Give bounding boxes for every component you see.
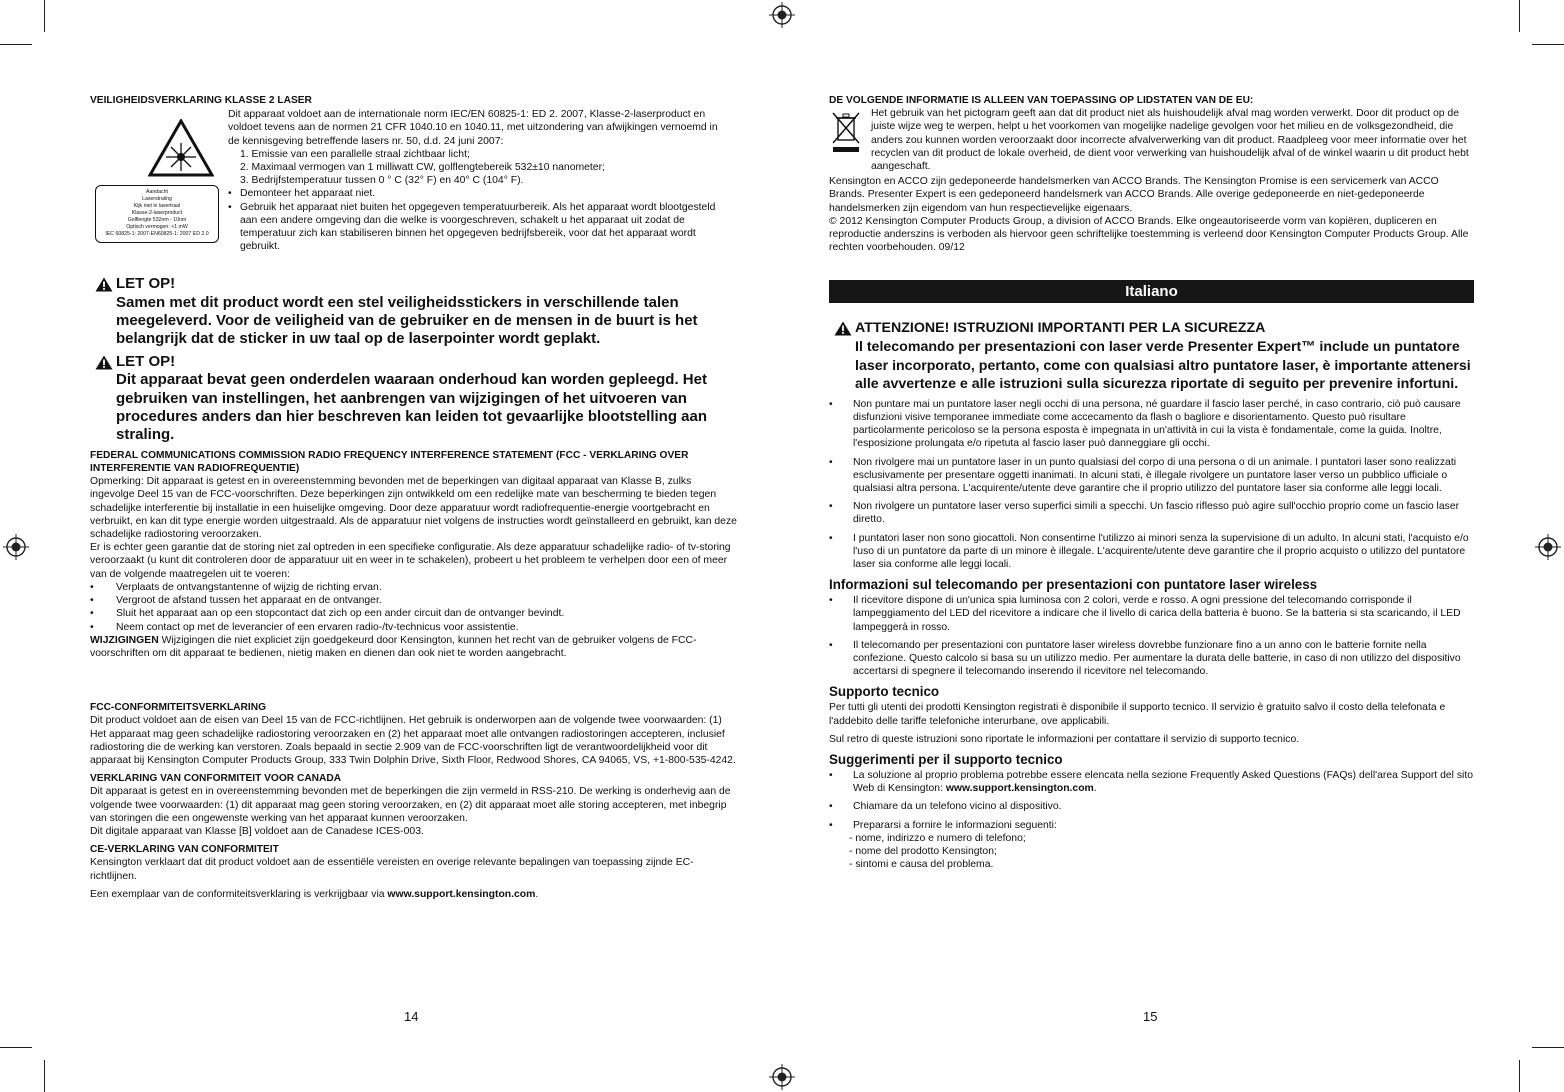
crossed-bin-icon xyxy=(831,111,861,153)
list-item: - nome del prodotto Kensington; xyxy=(849,846,997,858)
left-page xyxy=(90,94,738,901)
warning-text: Samen met dit product wordt een stel veiligheidsstickers in verschillende talen meegeleverd. Voor de veiligheid van de gebruiker en de mensen in de buurt is het belangrijk dat de sticker in uw taal op de laserpointer wordt geplakt. xyxy=(116,293,698,348)
info-bullet-list xyxy=(829,594,1474,678)
modifications-paragraph xyxy=(90,634,738,660)
label-line: IEC 60825-1: 2007-EN60825-1: 2007 ED 2.0 xyxy=(105,231,209,238)
fcc-paragraph: Er is echter geen garantie dat de storing niet zal optreden in een specifieke configuratie. Als deze apparatuur schadelijke radio- of tv-storing veroorzaakt (u kunt dit controleren door de apparatuur uit en weer in te schakelen), probeert u het probleem te verhelpen door een of meer van de volgende maatregelen uit te voeren: xyxy=(90,542,731,580)
page-number: 15 xyxy=(1143,1009,1158,1024)
laser-bullet-list xyxy=(228,187,718,253)
crop-mark xyxy=(1519,1060,1520,1092)
laser-safety-title: VEILIGHEIDSVERKLARING KLASSE 2 LASER xyxy=(90,95,312,106)
label-line: Optisch vermogen: <1 mW xyxy=(126,224,188,231)
section-title: Supporto tecnico xyxy=(829,684,940,700)
tips-bullet-list xyxy=(829,769,1474,832)
modifications-text: Wijzigingen die niet expliciet zijn goedgekeurd door Kensington, kunnen het recht van de gebruiker volgens de FCC-voorschriften om dit apparaat te bedienen, nietig maken en dienen dan ook niet te worden aangebracht. xyxy=(90,634,697,659)
support-paragraph: Per tutti gli utenti dei prodotti Kensington registrati è disponibile il supporto tecnico. Il servizio è gratuito salvo il costo della telefonata e l'addebito delle tariffe telefoniche interurbane, ove applicabili. xyxy=(829,702,1446,727)
registration-mark-icon xyxy=(769,1064,795,1090)
section-title: Suggerimenti per il supporto tecnico xyxy=(829,752,1063,768)
laser-section xyxy=(90,107,738,271)
section-title: Informazioni sul telecomando per presentazioni con puntatore laser wireless xyxy=(829,577,1318,593)
warning-text: Il telecomando per presentazioni con laser verde Presenter Expert™ include un puntatore laser incorporato, pertanto, come con qualsiasi altro puntatore laser, è importante attenersi alle avvertenze e alle istruzioni sulla sicurezza riportate di seguito per prevenire infortuni. xyxy=(855,339,1471,393)
crop-mark xyxy=(44,1060,45,1092)
support-link[interactable]: www.support.kensington.com xyxy=(945,783,1094,795)
warning-triangle-icon xyxy=(95,277,113,292)
fcc-paragraph: Opmerking: Dit apparaat is getest en in overeenstemming bevonden met de beperkingen van digitaal apparaat van Klasse B, zulks ingevolge Deel 15 van de FCC-voorschriften. Deze beperkingen zijn ontwikkeld om een redelijke mate van bescherming te bieden tegen schadelijke interferentie bij installatie in een huiselijke omgeving. Door deze apparatuur wordt radiofrequentie-energie voortgebracht en verbruikt, en kan dit type energie worden uitgestraald. Als de apparatuur niet volgens de instructies wordt geïnstalleerd en gebruikt, kan deze schadelijke radiostoring veroorzaken. xyxy=(90,476,737,541)
list-item: • Gebruik het apparaat niet buiten het opgegeven temperatuurbereik. Als het apparaat wordt blootgesteld aan een andere omgeving dan die welke is voorgeschreven, schakelt u het apparaat uit zodat de temperatuur zich kan stabiliseren binnen het opgegeven bedrijfsbereik, voor dat het apparaat wordt gebruikt. xyxy=(228,201,718,254)
label-line: Golflengte 532nm - 10nm xyxy=(127,217,187,224)
list-item: • Non rivolgere un puntatore laser verso superfici simili a specchi. Un fascio riflesso può agire sull'occhio proprio come un fascio laser diretto. xyxy=(829,500,1474,526)
list-item: • Verplaats de ontvangstantenne of wijzig de richting ervan. xyxy=(90,581,738,594)
laser-intro: Dit apparaat voldoet aan de internationale norm IEC/EN 60825-1: ED 2. 2007, Klasse-2-laserproduct en voldoet tevens aan de normen 21 CFR 1040.10 en 1040.11, met uitzondering van afwijkingen vernoemd in de kennisgeving betreffende lasers nr. 50, d.d. 24 juni 2007: xyxy=(228,109,718,147)
canada-title: VERKLARING VAN CONFORMITEIT VOOR CANADA xyxy=(90,773,342,785)
warning-triangle-icon xyxy=(834,321,852,336)
list-item: • Non rivolgere mai un puntatore laser in un punto qualsiasi del corpo di una persona o di un animale. I puntatori laser sono realizzati esclusivamente per presentare oggetti inanimati. In alcuni stati, è illegale rivolgere un puntatore laser verso un pubblico ufficiale o qualsiasi altra persona. L'acquirente/utente deve garantire che il proprio utilizzo del puntatore laser sia conforme alle leggi locali. xyxy=(829,456,1474,496)
ce-text: Een exemplaar van de conformiteitsverklaring is verkrijgbaar via xyxy=(90,888,388,900)
warning-triangle-icon xyxy=(95,355,113,370)
list-item: 3. Bedrijfstemperatuur tussen 0 ° C (32° F) en 40° C (104° F). xyxy=(240,175,524,187)
crop-mark xyxy=(1532,44,1564,45)
list-item: 2. Maximaal vermogen van 1 milliwatt CW, golflengtebereik 532±10 nanometer; xyxy=(240,162,605,174)
ce-end: . xyxy=(535,888,539,900)
safety-bullet-list xyxy=(829,398,1474,571)
language-bar: Italiano xyxy=(829,280,1474,303)
fcc-conformity-text: Dit product voldoet aan de eisen van Deel 15 van de FCC-richtlijnen. Het gebruik is onderworpen aan de volgende twee voorwaarden: (1) Het apparaat mag geen schadelijke radiostoring veroorzaken en (2) het apparaat moet alle ontvangen radiostoringen accepteren, inclusief radiostoring die de werking kan verstoren. Zoals bepaald in sectie 2.909 van de FCC-voorschriften ligt de verantwoordelijkheid voor dit apparaat bij Kensington Computer Products Group, 333 Twin Dolphin Drive, Sixth Floor, Redwood Shores, CA 94065, VS, +1-800-535-4242. xyxy=(90,715,736,766)
warning-heading: LET OP! xyxy=(116,275,176,293)
right-page xyxy=(829,94,1474,872)
warning-block xyxy=(90,353,738,445)
label-line: Aandacht xyxy=(146,189,168,196)
list-item: - nome, indirizzo e numero di telefono; xyxy=(849,832,1026,844)
list-item: • Vergroot de afstand tussen het apparaat en de ontvanger. xyxy=(90,594,738,607)
crop-mark xyxy=(0,1047,32,1048)
warning-block xyxy=(90,275,706,349)
list-item: • Sluit het apparaat aan op een stopcontact dat zich op een ander circuit dan de ontvanger bevindt. xyxy=(90,607,738,620)
ce-paragraph: Kensington verklaart dat dit product voldoet aan de essentiële vereisten en overige relevante bepalingen van toepassing zijnde EC-richtlijnen. xyxy=(90,857,694,882)
crop-mark xyxy=(1519,0,1520,32)
laser-text xyxy=(228,108,718,253)
warning-heading: LET OP! xyxy=(116,352,176,370)
fcc-bullet-list xyxy=(90,581,738,634)
fcc-title: FEDERAL COMMUNICATIONS COMMISSION RADIO FREQUENCY INTERFERENCE STATEMENT (FCC - VERKLARING OVER INTERFERENTIE VAN RADIOFREQUENTIE) xyxy=(90,449,689,475)
registration-mark-icon xyxy=(3,534,29,560)
eu-title: DE VOLGENDE INFORMATIE IS ALLEEN VAN TOEPASSING OP LIDSTATEN VAN DE EU: xyxy=(829,95,1254,106)
warning-heading: ATTENZIONE! ISTRUZIONI IMPORTANTI PER LA SICUREZZA xyxy=(855,320,1266,337)
warning-block xyxy=(829,319,1474,393)
list-item: • Chiamare da un telefono vicino al dispositivo. xyxy=(829,800,1474,813)
ce-paragraph xyxy=(90,888,738,901)
list-item: • Demonteer het apparaat niet. xyxy=(228,187,718,200)
list-item: • Il telecomando per presentazioni con puntatore laser wireless dovrebbe funzionare fino a un anno con le batterie fornite nella confezione. Questo calcolo si basa su un utilizzo medio. Per aumentare la durata delle batterie, in caso di non utilizzo del dispositivo accertarsi di spegnere il telecomando inserendo il ricevitore nel telecomando. xyxy=(829,639,1474,679)
registration-mark-icon xyxy=(769,2,795,28)
list-item: • Non puntare mai un puntatore laser negli occhi di una persona, né guardare il fascio laser perché, in caso contrario, ciò può causare disfunzioni visive temporanee immediate come accecamento da flash o bagliore e disorientamento. Questo può risultare particolarmente pericoloso se la persona esposta è impegnata in un'attività in cui la vista è fondamentale, come la guida. Inoltre, l'esposizione prolungata e/o ripetuta al fascio laser può danneggiare gli occhi. xyxy=(829,398,1474,451)
canada-paragraph: Dit digitale apparaat van Klasse [B] voldoet aan de Canadese ICES-003. xyxy=(90,825,424,837)
modifications-label: WIJZIGINGEN xyxy=(90,634,159,646)
label-line: Kijk niet in lasertraal xyxy=(133,203,181,210)
list-item: • Prepararsi a fornire le informazioni seguenti: xyxy=(829,819,1474,832)
label-line: Laserstraling xyxy=(142,196,172,203)
list-item: • I puntatori laser non sono giocattoli. Non consentirne l'utilizzo ai minori senza la supervisione di un adulto. In alcuni stati, l'acquisto e/o l'uso di un puntatore da parte di un minore è illegale. L'acquirente/utente deve garantire che il proprio acquisto o utilizzo del puntatore laser sia conforme alle leggi locali. xyxy=(829,532,1474,572)
registration-mark-icon xyxy=(1535,534,1561,560)
canada-paragraph: Dit apparaat is getest en in overeenstemming bevonden met de beperkingen die zijn vermeld in RSS-210. De werking is onderhevig aan de volgende twee voorwaarden: (1) dit apparaat mag geen storing veroorzaken, en (2) dit apparaat moet alle storing accepteren, met inbegrip van storingen die een ongewenste werking van het apparaat kunnen veroorzaken. xyxy=(90,786,731,824)
tip-text: La soluzione al proprio problema potrebbe essere elencata nella sezione Frequently Asked Questions (FAQs) dell'area Support del sito Web di Kensington: xyxy=(853,770,1474,795)
laser-warning-icon xyxy=(148,119,214,177)
laser-label-sticker xyxy=(95,185,219,243)
crop-mark xyxy=(1532,1047,1564,1048)
laser-numbered-list xyxy=(228,148,718,188)
ce-title: CE-VERKLARING VAN CONFORMITEIT xyxy=(90,844,279,856)
support-link[interactable]: www.support.kensington.com xyxy=(387,888,536,900)
copyright-paragraph: © 2012 Kensington Computer Products Group, a division of ACCO Brands. Elke ongeautoriseerde vorm van kopiëren, dupliceren en reproductie anderszins is verboden als hiervoor geen schriftelijke toestemming is verleend door Kensington Computer Products Group. Alle rechten voorbehouden. 09/12 xyxy=(829,215,1469,254)
warning-text: Dit apparaat bevat geen onderdelen waaraan onderhoud kan worden gepleegd. Het gebruiken van instellingen, het aanbrengen van wijzigingen of het uitvoeren van procedures anders dan hier beschreven kan leiden tot gevaarlijke blootstelling aan straling. xyxy=(116,371,708,444)
list-item: • Il ricevitore dispone di un'unica spia luminosa con 2 colori, verde e rosso. A ogni pressione del telecomando corrisponde il lampeggiamento del LED del ricevitore a indicare che il livello di carica della batteria è buono. Se la batteria si sta scaricando, il LED lampeggerà in rosso. xyxy=(829,594,1474,634)
eu-block xyxy=(829,107,1474,173)
tips-dash-list xyxy=(829,832,1474,872)
crop-mark xyxy=(44,0,45,32)
support-paragraph: Sul retro di queste istruzioni sono riportate le informazioni per contattare il servizio di supporto tecnico. xyxy=(829,733,1300,745)
list-item: • Neem contact op met de leverancier of een ervaren radio-/tv-technicus voor assistentie. xyxy=(90,621,738,634)
label-line: Klasse-2-laserproduct xyxy=(131,210,183,217)
eu-text: Het gebruik van het pictogram geeft aan dat dit product niet als huishoudelijk afval mag worden verwerkt. Door dit product op de juiste wijze weg te werpen, helpt u het voorkomen van mogelijke nadelige gevolgen voor het milieu en de volksgezondheid, die anders zou kunnen worden veroorzaakt door incorrecte afvalverwerking van dit product. Raadpleeg voor meer informatie over het recyclen van dit product de lokale overheid, de dient voor verwerking van huishoudelijk afval of de winkel waarin u dit product hebt aangeschaft. xyxy=(871,108,1469,173)
list-item: - sintomi e causa del problema. xyxy=(849,859,994,871)
trademark-paragraph: Kensington en ACCO zijn gedeponeerde handelsmerken van ACCO Brands. The Kensington Promise is een servicemerk van ACCO Brands. Presenter Expert is een gedeponeerd handelsmerk van ACCO Brands. Alle overige gedeponeerde en niet-gedeponeerde handelsmerken zijn eigendom van hun respectievelijke eigenaars. xyxy=(829,176,1439,214)
fcc-conformity-title: FCC-CONFORMITEITSVERKLARING xyxy=(90,702,267,714)
crop-mark xyxy=(0,44,32,45)
tip-end: . xyxy=(1093,783,1097,795)
list-item xyxy=(829,769,1474,795)
list-item: 1. Emissie van een parallelle straal zichtbaar licht; xyxy=(240,148,470,160)
page-number: 14 xyxy=(404,1009,419,1024)
